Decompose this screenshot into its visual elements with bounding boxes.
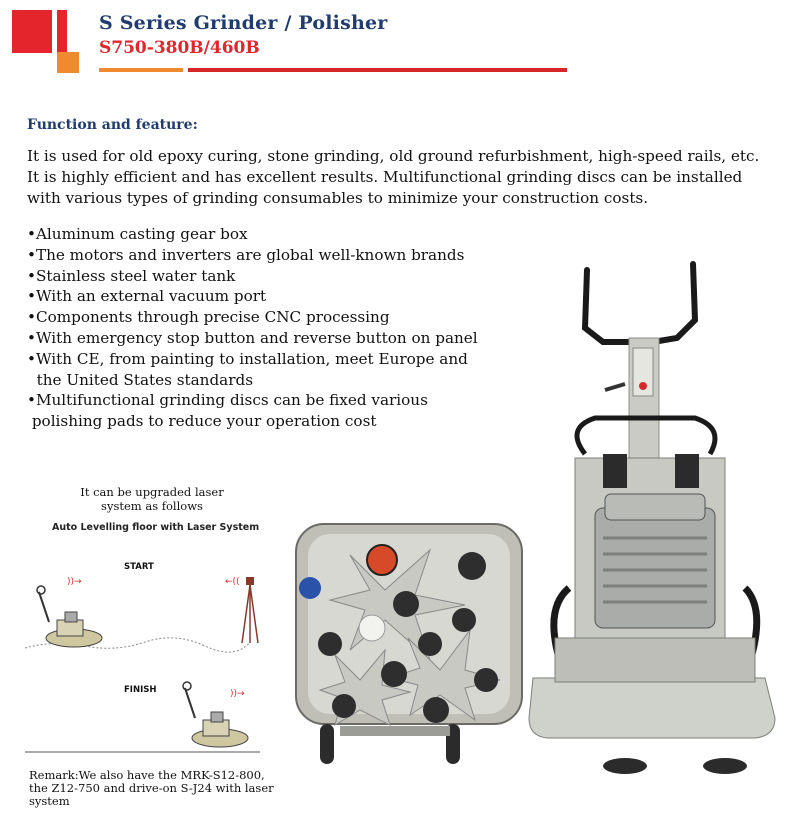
logo-orange-block	[57, 52, 79, 73]
emergency-stop-icon	[639, 382, 647, 390]
intro-line: with various types of grinding consumables to minimize your construction costs.	[27, 189, 649, 207]
polishing-pad	[452, 608, 476, 632]
remark-line: the Z12-750 and drive-on S-J24 with laser	[29, 781, 274, 795]
red-diamond-disc	[367, 545, 397, 575]
title-rule-orange	[99, 68, 183, 72]
logo-divider	[52, 10, 57, 73]
laser-tripod-icon	[242, 577, 258, 643]
feature-list	[27, 224, 487, 432]
laser-diagram	[25, 570, 275, 760]
start-label: START	[124, 562, 154, 572]
section-heading: Function and feature:	[27, 117, 198, 133]
white-resin-pad	[359, 615, 385, 641]
feature-item: •Aluminum casting gear box	[27, 225, 248, 243]
page-title: S Series Grinder / Polisher	[99, 12, 388, 34]
laser-emit-icon: ←((	[225, 577, 240, 587]
laser-upgrade-note	[66, 485, 238, 513]
feature-item: •Stainless steel water tank	[27, 266, 236, 285]
remark-line: Remark:We also have the MRK-S12-800,	[29, 768, 265, 782]
polishing-pad	[474, 668, 498, 692]
grinder-machine-image	[525, 258, 787, 778]
logo-red-block	[12, 10, 67, 53]
intro-paragraph	[27, 146, 767, 209]
laser-signal-icon: ))→	[67, 577, 82, 587]
remark	[29, 769, 289, 808]
grinding-disc-underside-image	[290, 520, 528, 770]
polishing-pad	[458, 552, 486, 580]
feature-item: •With CE, from painting to installation, meet Europe and	[27, 349, 468, 368]
feature-item: the United States standards	[27, 370, 253, 389]
feature-item: •With emergency stop button and reverse button on panel	[27, 328, 478, 347]
finish-label: FINISH	[124, 685, 157, 695]
polishing-pad	[393, 591, 419, 617]
intro-line: It is highly efficient and has excellent results. Multifunctional grinding discs can be installed	[27, 168, 743, 186]
laser-signal-icon: ))→	[230, 689, 245, 699]
polishing-pad	[381, 661, 407, 687]
polishing-pad	[318, 632, 342, 656]
small-grinder-icon	[37, 586, 102, 647]
laser-note-line: system as follows	[101, 499, 203, 513]
intro-line: It is used for old epoxy curing, stone grinding, old ground refurbishment, high-speed rails, etc.	[27, 147, 760, 165]
polishing-pad	[332, 694, 356, 718]
model-number: S750-380B/460B	[99, 38, 260, 58]
laser-note-line: It can be upgraded laser	[80, 485, 224, 499]
polishing-pad	[418, 632, 442, 656]
feature-item: •Multifunctional grinding discs can be fixed various	[27, 391, 428, 410]
title-rule-red	[188, 68, 567, 72]
remark-line: system	[29, 794, 70, 808]
blue-diamond-disc	[299, 577, 321, 599]
feature-item: •The motors and inverters are global well-known brands	[27, 245, 465, 264]
laser-diagram-title: Auto Levelling floor with Laser System	[52, 522, 260, 533]
feature-item: •Components through precise CNC processing	[27, 308, 390, 327]
feature-item: polishing pads to reduce your operation cost	[27, 412, 377, 431]
feature-item: •With an external vacuum port	[27, 287, 267, 306]
polishing-pad	[423, 697, 449, 723]
